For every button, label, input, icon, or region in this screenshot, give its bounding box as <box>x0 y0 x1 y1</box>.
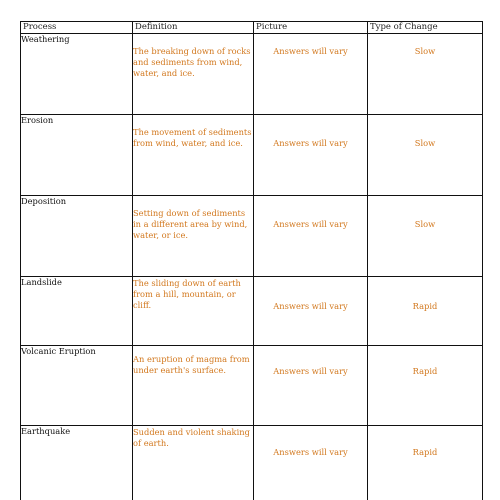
picture-cell <box>254 115 368 196</box>
type-of-change-cell <box>368 115 483 196</box>
header-row <box>21 22 483 34</box>
definition-text: The sliding down of earth from a hill, mountain, or cliff. <box>133 278 241 310</box>
type-of-change-cell <box>368 426 483 500</box>
table-row <box>21 346 483 426</box>
table-row <box>21 34 483 115</box>
definition-text: Setting down of sediments in a different area by wind, water, or ice. <box>133 208 248 240</box>
process-name: Landslide <box>21 277 133 346</box>
picture-text: Answers will vary <box>273 366 348 376</box>
process-name: Volcanic Eruption <box>21 346 133 426</box>
table-row <box>21 426 483 500</box>
type-of-change-cell <box>368 196 483 277</box>
process-name: Weathering <box>21 34 133 115</box>
process-name: Erosion <box>21 115 133 196</box>
picture-text: Answers will vary <box>273 138 348 148</box>
type-of-change-text: Rapid <box>412 366 438 376</box>
picture-cell <box>254 196 368 277</box>
header-definition: Definition <box>133 22 254 34</box>
type-of-change-text: Rapid <box>412 447 438 457</box>
picture-text: Answers will vary <box>273 219 348 229</box>
type-of-change-text: Slow <box>414 46 436 56</box>
header-type-of-change: Type of Change <box>368 22 483 34</box>
picture-text: Answers will vary <box>273 46 348 56</box>
type-of-change-cell <box>368 277 483 346</box>
header-picture: Picture <box>254 22 368 34</box>
picture-cell <box>254 346 368 426</box>
table-row <box>21 196 483 277</box>
definition-text: An eruption of magma from under earth's surface. <box>133 354 250 375</box>
type-of-change-cell <box>368 346 483 426</box>
table-row <box>21 277 483 346</box>
picture-cell <box>254 426 368 500</box>
picture-cell <box>254 277 368 346</box>
definition-cell <box>133 277 254 346</box>
definition-cell <box>133 115 254 196</box>
type-of-change-text: Rapid <box>412 301 438 311</box>
type-of-change-text: Slow <box>414 219 436 229</box>
table-row <box>21 115 483 196</box>
definition-cell <box>133 426 254 500</box>
definition-cell <box>133 34 254 115</box>
process-name: Earthquake <box>21 426 133 500</box>
definition-cell <box>133 196 254 277</box>
definition-cell <box>133 346 254 426</box>
earth-changes-table <box>20 21 483 500</box>
picture-text: Answers will vary <box>273 447 348 457</box>
header-process: Process <box>21 22 133 34</box>
definition-text: Sudden and violent shaking of earth. <box>133 427 250 448</box>
picture-text: Answers will vary <box>273 301 348 311</box>
picture-cell <box>254 34 368 115</box>
definition-text: The movement of sediments from wind, water, and ice. <box>133 127 252 148</box>
type-of-change-cell <box>368 34 483 115</box>
definition-text: The breaking down of rocks and sediments from wind, water, and ice. <box>133 46 251 78</box>
process-name: Deposition <box>21 196 133 277</box>
type-of-change-text: Slow <box>414 138 436 148</box>
